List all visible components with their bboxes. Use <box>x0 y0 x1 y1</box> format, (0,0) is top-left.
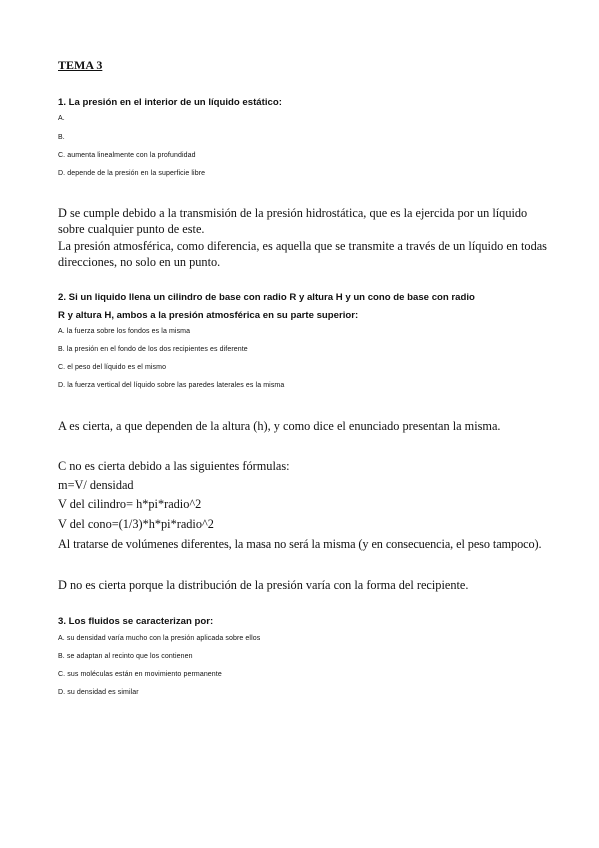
q3-option-d: D. su densidad es similar <box>58 689 139 696</box>
q2-option-c: C. el peso del líquido es el mismo <box>58 364 167 371</box>
page-title: TEMA 3 <box>58 58 103 72</box>
q2-option-a: A. la fuerza sobre los fondos es la misma <box>58 328 191 335</box>
q1-option-b: B. <box>58 134 65 141</box>
q1-explanation-2: La presión atmosférica, como diferencia, es aquella que se transmite a través de un líquido en todas direcciones, no solo en un punto. <box>58 239 547 269</box>
q2-formula-cone: V del cono=(1/3)*h*pi*radio^2 <box>58 517 214 531</box>
q3-option-b: B. se adaptan al recinto que los contienen <box>58 653 193 660</box>
question-3: 3. Los fluidos se caracterizan por: <box>58 616 214 627</box>
q2-explanation-c-intro: C no es cierta debido a las siguientes fórmulas: <box>58 459 290 473</box>
q1-option-c: C. aumenta linealmente con la profundidad <box>58 152 196 159</box>
q3-option-a: A. su densidad varía mucho con la presión aplicada sobre ellos <box>58 635 261 642</box>
q1-option-a: A. <box>58 115 65 122</box>
q2-explanation-a: A es cierta, a que dependen de la altura (h), y como dice el enunciado presentan la misma. <box>58 419 501 433</box>
q1-option-d: D. depende de la presión en la superficie libre <box>58 170 206 177</box>
q2-explanation-c-conclusion: Al tratarse de volúmenes diferentes, la masa no será la misma (y en consecuencia, el peso tampoco). <box>58 537 542 551</box>
q1-explanation-1: D se cumple debido a la transmisión de la presión hidrostática, que es la ejercida por un líquido sobre cualquier punto de este. <box>58 206 528 236</box>
q2-option-b: B. la presión en el fondo de los dos recipientes es diferente <box>58 346 248 353</box>
q2-option-d: D. la fuerza vertical del líquido sobre las paredes laterales es la misma <box>58 382 285 389</box>
q2-formula-cylinder: V del cilindro= h*pi*radio^2 <box>58 497 202 511</box>
question-1: 1. La presión en el interior de un líquido estático: <box>58 97 282 108</box>
q2-explanation-d: D no es cierta porque la distribución de la presión varía con la forma del recipiente. <box>58 578 469 592</box>
question-2-line-1: 2. Si un liquido llena un cilindro de base con radio R y altura H y un cono de base con radio <box>58 292 475 303</box>
question-2-line-2: R y altura H, ambos a la presión atmosférica en su parte superior: <box>58 310 359 321</box>
q3-option-c: C. sus moléculas están en movimiento permanente <box>58 671 222 678</box>
q2-formula-mass: m=V/ densidad <box>58 478 134 492</box>
